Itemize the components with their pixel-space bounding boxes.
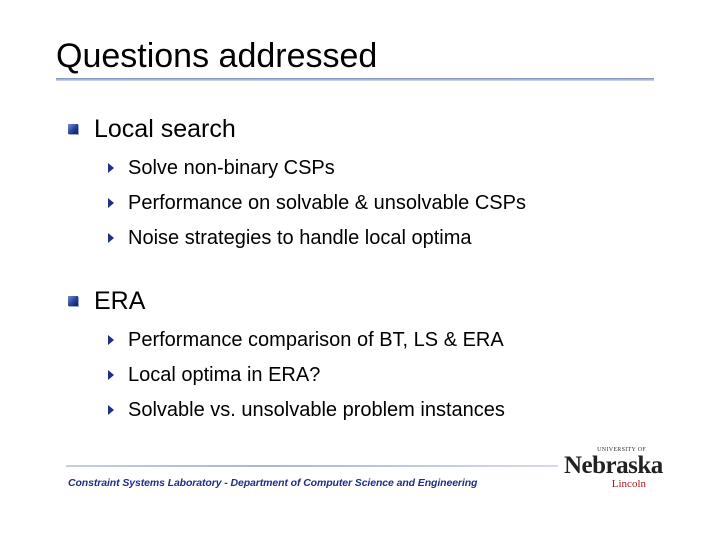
triangle-bullet-icon [108,335,114,345]
logo-wordmark: Nebraska [564,452,663,479]
list-item [108,322,505,357]
list-item [108,150,526,185]
list-item-text: Solvable vs. unsolvable problem instances [128,398,505,421]
logo-subtext: Lincoln [611,478,646,490]
footer-divider [66,465,558,467]
title-underline [56,78,654,81]
section-heading [68,286,505,316]
triangle-bullet-icon [108,370,114,380]
section-heading [68,114,526,144]
bullet-list [68,150,526,255]
square-bullet-icon [68,296,78,306]
triangle-bullet-icon [108,233,114,243]
triangle-bullet-icon [108,198,114,208]
section-era [68,286,505,427]
square-bullet-icon [68,124,78,134]
section-title: ERA [94,287,146,315]
triangle-bullet-icon [108,405,114,415]
slide-title: Questions addressed [56,37,378,75]
logo-top-text: UNIVERSITY OF [597,447,646,453]
list-item [108,357,505,392]
list-item-text: Local optima in ERA? [128,363,321,386]
list-item [108,185,526,220]
list-item [108,220,526,255]
list-item-text: Noise strategies to handle local optima [128,226,472,249]
list-item-text: Performance comparison of BT, LS & ERA [128,328,504,351]
bullet-list [68,322,505,427]
list-item-text: Solve non-binary CSPs [128,156,335,179]
footer-text: Constraint Systems Laboratory - Department of Computer Science and Engineering [68,477,478,489]
section-title: Local search [94,115,236,143]
list-item [108,392,505,427]
triangle-bullet-icon [108,163,114,173]
list-item-text: Performance on solvable & unsolvable CSPs [128,191,526,214]
section-local-search [68,114,526,255]
university-logo [564,447,663,493]
